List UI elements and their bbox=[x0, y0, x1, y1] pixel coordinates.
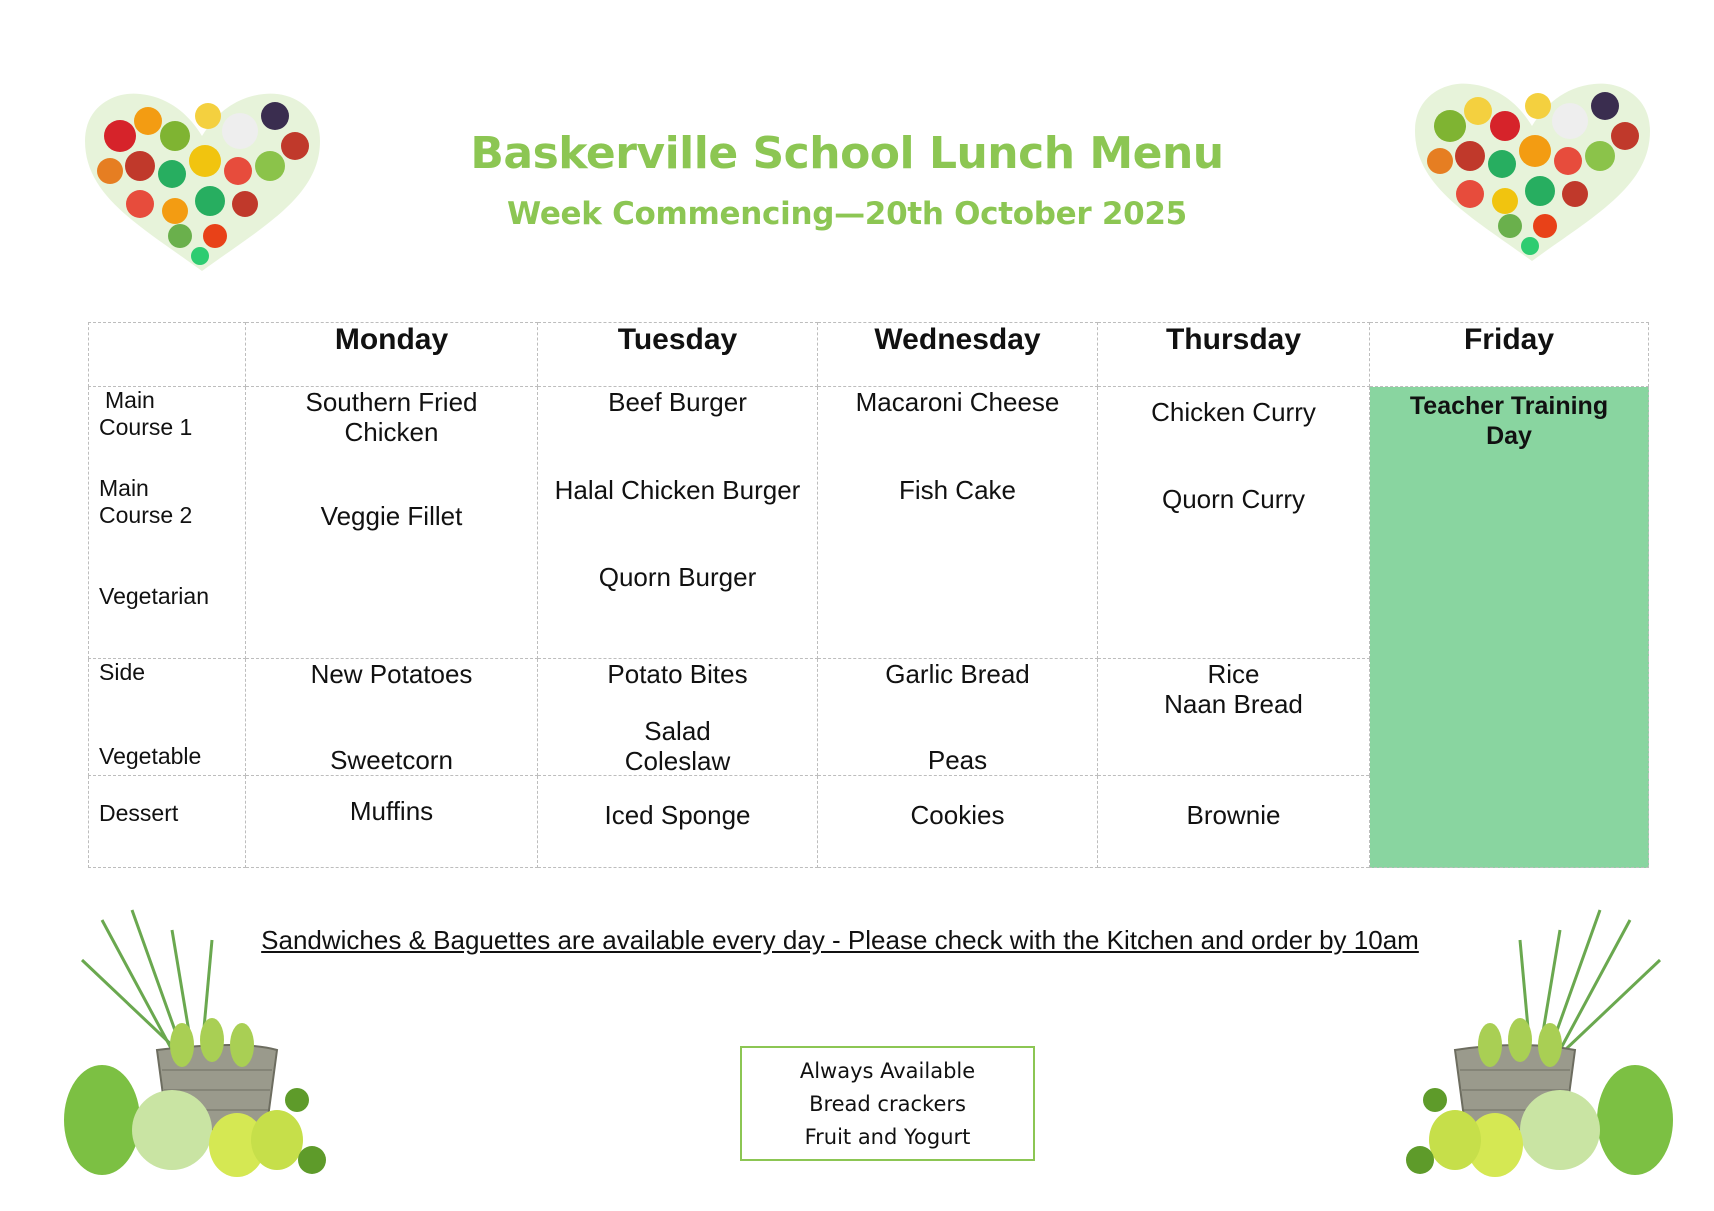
day-header-thursday: Thursday bbox=[1098, 323, 1370, 387]
label-dessert: Dessert bbox=[99, 800, 179, 826]
thursday-sides bbox=[1098, 659, 1370, 776]
monday-dessert: Muffins bbox=[349, 796, 434, 826]
wednesday-dessert-cell bbox=[818, 776, 1098, 868]
label-main-course-1: Main Course 1 bbox=[99, 387, 193, 440]
monday-sides bbox=[246, 659, 538, 776]
day-header-friday: Friday bbox=[1370, 323, 1649, 387]
label-vegetable: Vegetable bbox=[99, 743, 202, 769]
always-available-item-2: Fruit and Yogurt bbox=[804, 1125, 971, 1149]
wednesday-main-1: Macaroni Cheese bbox=[855, 387, 1060, 417]
tuesday-main-1: Beef Burger bbox=[608, 387, 747, 417]
thursday-mains bbox=[1098, 387, 1370, 659]
label-side: Side bbox=[99, 659, 146, 685]
week-commencing: Week Commencing—20th October 2025 bbox=[507, 196, 1187, 232]
menu-title: Baskerville School Lunch Menu bbox=[470, 128, 1224, 179]
friday-note: Teacher Training Day bbox=[1409, 392, 1609, 450]
tuesday-vegetarian: Quorn Burger bbox=[598, 562, 757, 592]
always-available-box bbox=[740, 1046, 1035, 1161]
fruit-heart-image-right bbox=[1410, 76, 1655, 266]
header-corner bbox=[89, 323, 246, 387]
wednesday-mains bbox=[818, 387, 1098, 659]
always-available-item-1: Bread crackers bbox=[809, 1092, 966, 1116]
tuesday-sides bbox=[538, 659, 818, 776]
monday-vegetable: Sweetcorn bbox=[330, 745, 453, 775]
thursday-dessert-cell bbox=[1098, 776, 1370, 868]
monday-main-2: Veggie Fillet bbox=[320, 501, 463, 531]
row-labels-mains bbox=[89, 387, 246, 659]
thursday-side: Rice Naan Bread bbox=[1164, 659, 1303, 719]
wednesday-vegetable: Peas bbox=[927, 745, 988, 775]
vegetable-basket-image-left bbox=[62, 900, 362, 1190]
tuesday-dessert-cell bbox=[538, 776, 818, 868]
lunch-menu-table bbox=[88, 322, 1649, 868]
label-main-course-2: Main Course 2 bbox=[99, 475, 193, 528]
tuesday-main-2: Halal Chicken Burger bbox=[554, 475, 801, 505]
tuesday-dessert: Iced Sponge bbox=[604, 800, 751, 830]
monday-main-1: Southern Fried Chicken bbox=[305, 387, 478, 447]
tuesday-mains bbox=[538, 387, 818, 659]
friday-teacher-training bbox=[1370, 387, 1649, 868]
label-vegetarian: Vegetarian bbox=[99, 583, 209, 609]
wednesday-side: Garlic Bread bbox=[885, 659, 1030, 689]
wednesday-sides bbox=[818, 659, 1098, 776]
monday-side: New Potatoes bbox=[310, 659, 473, 689]
day-header-monday: Monday bbox=[246, 323, 538, 387]
day-header-wednesday: Wednesday bbox=[818, 323, 1098, 387]
tuesday-side: Potato Bites bbox=[607, 659, 748, 689]
fruit-heart-image-left bbox=[80, 86, 325, 276]
monday-dessert-cell bbox=[246, 776, 538, 868]
tuesday-vegetable: Salad Coleslaw bbox=[624, 716, 731, 776]
row-label-dessert-cell bbox=[89, 776, 246, 868]
vegetable-basket-image-right bbox=[1370, 900, 1680, 1190]
row-labels-sides bbox=[89, 659, 246, 776]
monday-mains bbox=[246, 387, 538, 659]
thursday-main-1: Chicken Curry bbox=[1151, 397, 1316, 427]
always-available-heading: Always Available bbox=[799, 1059, 976, 1083]
thursday-main-2: Quorn Curry bbox=[1161, 484, 1306, 514]
thursday-dessert: Brownie bbox=[1186, 800, 1281, 830]
sandwich-notice: Sandwiches & Baguettes are available every day - Please check with the Kitchen and order by 10am bbox=[261, 925, 1419, 955]
day-header-tuesday: Tuesday bbox=[538, 323, 818, 387]
wednesday-main-2: Fish Cake bbox=[898, 475, 1017, 505]
wednesday-dessert: Cookies bbox=[910, 800, 1005, 830]
